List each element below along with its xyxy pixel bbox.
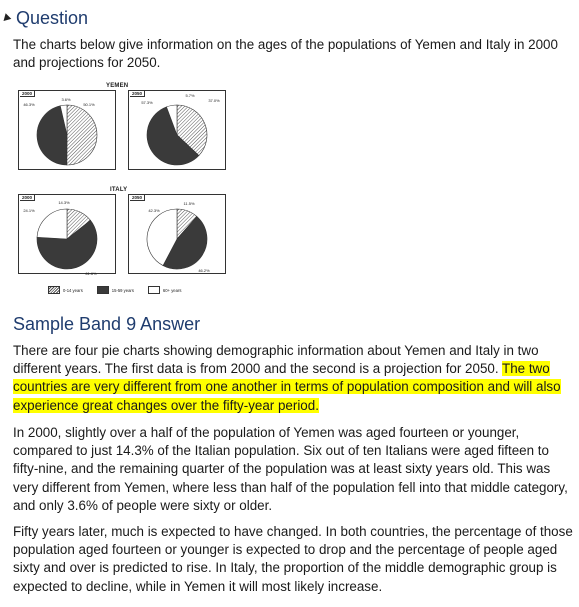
panel-yemen-2050 xyxy=(128,90,226,170)
pie-yemen-2000 xyxy=(19,91,115,169)
panel-italy-2000 xyxy=(18,194,116,274)
slice-label: 11.5% xyxy=(183,201,195,206)
answer-paragraph-1: There are four pie charts showing demographic information about Yemen and Italy in two different years. The first data is from 2000 and the second is a projection for 2050. The two countries are very different from one another in terms of population composition and will also experience great changes over the fifty-year period. xyxy=(13,343,561,413)
highlighted-text: The two countries are very different from one another in terms of population composition and will also experience great changes over the fifty-year period. xyxy=(13,361,561,413)
slice-label: 61.6% xyxy=(85,271,97,276)
chart-legend xyxy=(48,286,181,294)
pie-chart-figure xyxy=(14,80,244,300)
pie-slice xyxy=(67,105,97,165)
slice-label: 42.3% xyxy=(148,208,160,213)
yemen-title: YEMEN xyxy=(106,83,129,89)
panel-italy-2050 xyxy=(128,194,226,274)
slice-label: 46.3% xyxy=(23,102,35,107)
panel-year: 2000 xyxy=(20,195,35,201)
panel-yemen-2000 xyxy=(18,90,116,170)
legend-item: 0-14 years xyxy=(48,286,83,294)
slice-label: 5.7% xyxy=(185,93,195,98)
slice-label: 3.6% xyxy=(61,97,71,102)
panel-year: 2000 xyxy=(20,91,35,97)
slice-label: 46.2% xyxy=(198,268,210,273)
slice-label: 37.0% xyxy=(208,98,220,103)
hatch-swatch-icon xyxy=(48,286,60,294)
question-heading-row xyxy=(0,7,88,29)
answer-paragraph-3: Fifty years later, much is expected to have changed. In both countries, the percentage of those population aged fourteen or younger is expected to drop and the percentage of people aged sixty and over is predicted to rise. In Italy, the proportion of the middle demographic group is expected to decline, while in Yemen it will most likely increase. xyxy=(13,524,573,594)
slice-label: 50.1% xyxy=(83,102,95,107)
slice-label: 24.1% xyxy=(23,208,35,213)
legend-item: 60+ years xyxy=(148,286,182,294)
panel-year: 2050 xyxy=(130,91,145,97)
pie-yemen-2050 xyxy=(129,91,225,169)
pie-italy-2050 xyxy=(129,195,225,273)
italy-title: ITALY xyxy=(110,187,128,193)
answer-heading: Sample Band 9 Answer xyxy=(13,314,201,334)
white-swatch-icon xyxy=(148,286,160,294)
dark-swatch-icon xyxy=(97,286,109,294)
slice-label: 14.3% xyxy=(58,200,70,205)
legend-item: 15-59 years xyxy=(97,286,134,294)
pie-italy-2000 xyxy=(19,195,115,276)
slice-label: 57.3% xyxy=(141,100,153,105)
question-heading: Question xyxy=(16,7,89,28)
collapse-triangle-icon[interactable] xyxy=(1,13,12,24)
panel-year: 2050 xyxy=(130,195,145,201)
pie-slice xyxy=(37,209,67,239)
answer-paragraph-2: In 2000, slightly over a half of the population of Yemen was aged fourteen or younger, compared to just 14.3% of the Italian population. Six out of ten Italians were aged fifteen to fifty-nine, and the remaining quarter of the population was at least sixty years old. This was very different from Yemen, where less than half of the population fell into that middle category, and only 3.6% of people were sixty or older. xyxy=(13,425,568,513)
question-prompt: The charts below give information on the ages of the populations of Yemen and Italy in 2000 and projections for 2050. xyxy=(13,37,558,71)
